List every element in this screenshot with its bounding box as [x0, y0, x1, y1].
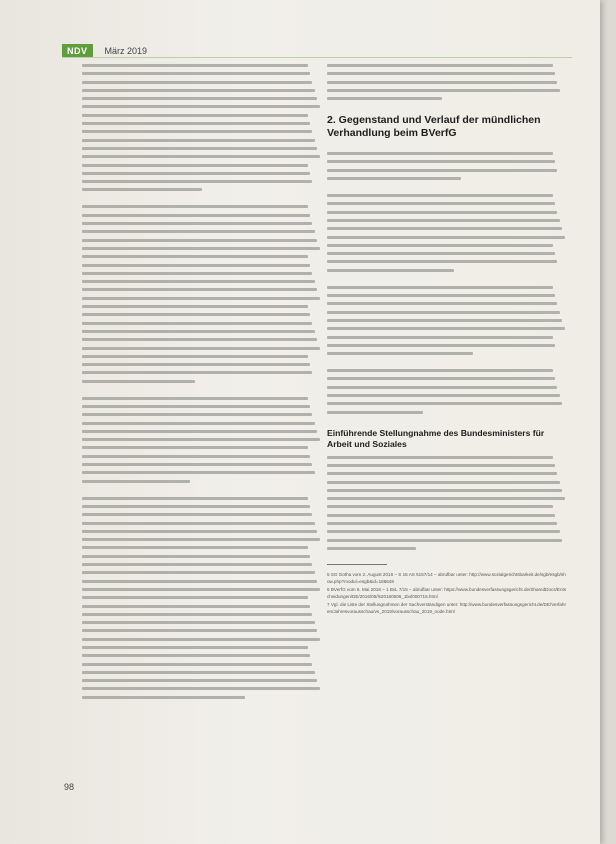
- text-line: [82, 480, 190, 483]
- text-line: [82, 330, 315, 333]
- text-line: [327, 522, 557, 525]
- issue-date: März 2019: [104, 46, 148, 56]
- subsection-heading: Einführende Stellungnahme des Bundesministers für Arbeit und Soziales: [327, 427, 545, 449]
- text-line: [82, 89, 315, 92]
- text-line: [327, 72, 555, 75]
- text-line: [82, 580, 317, 583]
- text-line: [82, 347, 320, 350]
- text-line: [82, 455, 310, 458]
- text-line: [82, 97, 317, 100]
- text-line: [82, 338, 317, 341]
- text-line: [82, 471, 315, 474]
- text-line: [327, 169, 557, 172]
- text-line: [327, 514, 555, 517]
- text-line: [327, 97, 442, 100]
- text-line: [327, 456, 553, 459]
- text-line: [82, 288, 317, 291]
- text-line: [327, 269, 454, 272]
- text-line: [82, 371, 312, 374]
- text-paragraph: [327, 152, 567, 180]
- text-line: [82, 105, 320, 108]
- page-number: 98: [64, 782, 75, 792]
- text-line: [327, 336, 553, 339]
- text-line: [327, 497, 565, 500]
- header-divider: [62, 57, 572, 58]
- text-line: [82, 605, 310, 608]
- text-line: [82, 122, 310, 125]
- text-line: [82, 671, 315, 674]
- text-line: [327, 236, 565, 239]
- left-column: [82, 64, 322, 713]
- text-line: [327, 344, 555, 347]
- text-line: [82, 147, 317, 150]
- text-line: [327, 327, 565, 330]
- text-line: [82, 363, 310, 366]
- text-line: [82, 222, 312, 225]
- text-line: [82, 322, 312, 325]
- text-line: [82, 696, 245, 699]
- text-line: [82, 613, 312, 616]
- text-line: [327, 194, 553, 197]
- text-paragraph: [82, 64, 322, 191]
- text-line: [327, 377, 555, 380]
- text-paragraph: [327, 456, 567, 550]
- text-line: [82, 679, 317, 682]
- text-line: [327, 530, 560, 533]
- text-line: [327, 311, 560, 314]
- text-line: [327, 411, 423, 414]
- text-paragraph: [327, 194, 567, 272]
- text-line: [327, 260, 557, 263]
- text-line: [327, 394, 560, 397]
- text-line: [327, 81, 557, 84]
- text-line: [82, 638, 320, 641]
- text-line: [82, 239, 317, 242]
- text-line: [82, 446, 308, 449]
- text-line: [327, 202, 555, 205]
- text-line: [327, 177, 461, 180]
- text-line: [327, 227, 562, 230]
- text-line: [327, 352, 473, 355]
- right-column-subsection-body: [327, 456, 567, 550]
- text-line: [82, 505, 310, 508]
- text-line: [82, 397, 308, 400]
- text-line: [82, 305, 308, 308]
- section-heading: 2. Gegenstand und Verlauf der mündlichen Verhandlung beim BVerfG: [327, 114, 541, 140]
- text-line: [327, 505, 553, 508]
- text-line: [327, 402, 562, 405]
- text-line: [327, 64, 553, 67]
- text-line: [327, 286, 553, 289]
- text-paragraph: [82, 397, 322, 483]
- text-line: [82, 139, 315, 142]
- text-line: [82, 463, 312, 466]
- text-line: [82, 180, 312, 183]
- journal-badge: NDV: [62, 44, 93, 58]
- text-line: [327, 302, 557, 305]
- text-line: [82, 247, 320, 250]
- footnote: 6 BVerfG vom 6. Mai 2016 – 1 BvL 7/15 – abrufbar unter: https://www.bundesverfassungsgericht.de/SharedDocs/Entscheidungen/DE/2016/05/ls20160506_1bvl000715.html: [327, 586, 567, 599]
- text-line: [82, 164, 308, 167]
- text-line: [82, 563, 312, 566]
- text-line: [327, 211, 557, 214]
- text-line: [82, 405, 310, 408]
- text-line: [327, 219, 560, 222]
- text-line: [82, 72, 310, 75]
- text-line: [327, 464, 555, 467]
- right-column-body: [327, 152, 567, 413]
- text-line: [327, 89, 560, 92]
- text-line: [82, 588, 320, 591]
- text-paragraph: [327, 369, 567, 413]
- text-line: [82, 687, 320, 690]
- text-line: [82, 497, 308, 500]
- text-line: [82, 155, 320, 158]
- text-line: [82, 546, 308, 549]
- text-line: [327, 244, 553, 247]
- text-line: [82, 430, 317, 433]
- text-line: [82, 81, 312, 84]
- text-line: [327, 152, 553, 155]
- text-line: [82, 230, 315, 233]
- text-line: [82, 629, 317, 632]
- text-line: [82, 654, 310, 657]
- text-line: [82, 280, 315, 283]
- page-header: [62, 44, 147, 58]
- text-line: [82, 64, 308, 67]
- text-line: [82, 264, 310, 267]
- text-line: [82, 205, 308, 208]
- text-line: [82, 130, 312, 133]
- text-line: [82, 114, 308, 117]
- text-line: [82, 522, 315, 525]
- text-line: [82, 172, 310, 175]
- text-line: [327, 472, 557, 475]
- text-line: [327, 369, 553, 372]
- text-line: [327, 386, 557, 389]
- right-column-intro: [327, 64, 567, 100]
- text-line: [82, 422, 315, 425]
- text-paragraph: [82, 205, 322, 382]
- right-column: [327, 64, 567, 616]
- footnote: 5 SG Gotha vom 2. August 2016 – S 15 AS 5157/14 – abrufbar unter: http://www.sozialgerichtsbarkeit.de/sgb/esgb/show.php?modul=esgb&id=186648: [327, 571, 566, 584]
- text-line: [327, 252, 555, 255]
- text-line: [82, 438, 320, 441]
- text-line: [82, 621, 315, 624]
- footnote-divider: [327, 564, 387, 565]
- text-line: [82, 413, 312, 416]
- text-line: [82, 596, 308, 599]
- text-line: [82, 571, 315, 574]
- text-paragraph: [327, 286, 567, 355]
- text-line: [82, 555, 310, 558]
- text-paragraph: [82, 497, 322, 699]
- text-line: [82, 380, 195, 383]
- text-line: [82, 272, 312, 275]
- text-line: [82, 188, 202, 191]
- text-line: [327, 481, 560, 484]
- text-line: [82, 663, 312, 666]
- text-line: [327, 489, 562, 492]
- text-line: [82, 538, 320, 541]
- text-line: [327, 547, 416, 550]
- footnote: 7 Vgl. die Liste der Stellungnahmen der Sachverständigen unter: http://www.bundesverfassungsgericht.de/DE/Verfahren/Jahresvorausschau/vs_2019/vorausschau_2019_node.html: [327, 601, 567, 614]
- text-line: [82, 255, 308, 258]
- text-line: [82, 513, 312, 516]
- text-line: [82, 530, 317, 533]
- text-paragraph: [327, 64, 567, 100]
- text-line: [82, 355, 308, 358]
- text-line: [82, 313, 310, 316]
- text-line: [327, 319, 562, 322]
- text-line: [327, 539, 562, 542]
- text-line: [82, 297, 320, 300]
- text-line: [327, 294, 555, 297]
- text-line: [327, 160, 555, 163]
- text-line: [82, 214, 310, 217]
- text-line: [82, 646, 308, 649]
